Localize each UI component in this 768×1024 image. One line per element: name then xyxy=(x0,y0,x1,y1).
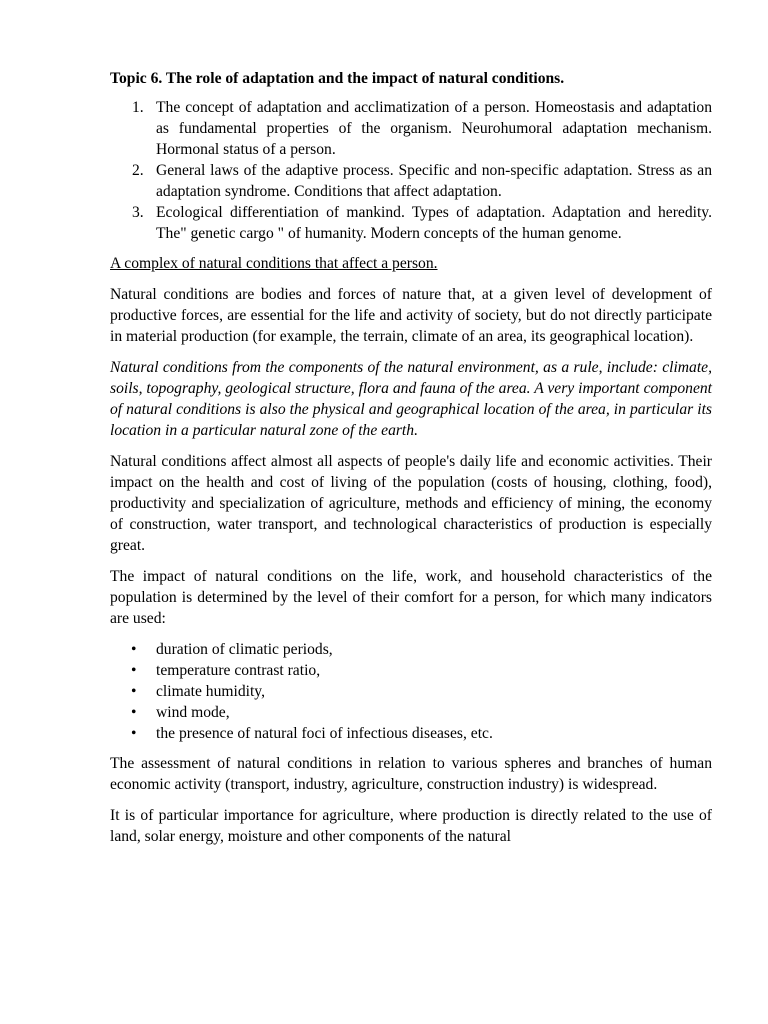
list-item xyxy=(110,160,712,202)
list-item xyxy=(110,702,712,723)
section-heading: A complex of natural conditions that affect a person. xyxy=(110,255,438,272)
paragraph-definition: Natural conditions are bodies and forces of nature that, at a given level of development of productive forces, are essential for the life and activity of society, but do not directly participate in material production (for example, the terrain, climate of an area, its geographical location). xyxy=(110,286,712,345)
bullet-icon: • xyxy=(131,704,137,721)
paragraph-agriculture: It is of particular importance for agriculture, where production is directly related to the use of land, solar energy, moisture and other components of the natural xyxy=(110,807,712,845)
list-item-text: Ecological differentiation of mankind. Types of adaptation. Adaptation and heredity. The" genetic cargo " of humanity. Modern concepts of the human genome. xyxy=(156,204,712,242)
list-item-text: General laws of the adaptive process. Specific and non-specific adaptation. Stress as an adaptation syndrome. Conditions that affect adaptation. xyxy=(156,162,712,200)
list-item xyxy=(110,681,712,702)
list-item-number: 1. xyxy=(132,99,144,116)
paragraph-components: Natural conditions from the components of the natural environment, as a rule, include: climate, soils, topography, geological structure, flora and fauna of the area. A very important component of natural conditions is also the physical and geographical location of the area, in particular its location in a particular natural zone of the earth. xyxy=(110,359,712,439)
paragraph-assessment: The assessment of natural conditions in relation to various spheres and branches of human economic activity (transport, industry, agriculture, construction industry) is widespread. xyxy=(110,755,712,793)
list-item xyxy=(110,97,712,160)
indicators-list xyxy=(110,639,712,744)
list-item-text: climate humidity, xyxy=(156,683,265,700)
list-item xyxy=(110,639,712,660)
list-item-text: the presence of natural foci of infectious diseases, etc. xyxy=(156,725,493,742)
list-item-text: temperature contrast ratio, xyxy=(156,662,321,679)
list-item-text: wind mode, xyxy=(156,704,230,721)
bullet-icon: • xyxy=(131,683,137,700)
list-item-number: 2. xyxy=(132,162,144,179)
list-item xyxy=(110,660,712,681)
bullet-icon: • xyxy=(131,662,137,679)
list-item-text: The concept of adaptation and acclimatization of a person. Homeostasis and adaptation as fundamental properties of the organism. Neurohumoral adaptation mechanism. Hormonal status of a person. xyxy=(156,99,712,158)
list-item-number: 3. xyxy=(132,204,144,221)
list-item-text: duration of climatic periods, xyxy=(156,641,333,658)
list-item xyxy=(110,202,712,244)
topic-questions-list xyxy=(110,97,712,244)
bullet-icon: • xyxy=(131,725,137,742)
bullet-icon: • xyxy=(131,641,137,658)
document-title: Topic 6. The role of adaptation and the impact of natural conditions. xyxy=(110,70,565,87)
paragraph-impact: Natural conditions affect almost all aspects of people's daily life and economic activities. Their impact on the health and cost of living of the population (costs of housing, clothing, food), productivity and specialization of agriculture, methods and efficiency of mining, the economy of construction, water transport, and technological characteristics of production is especially great. xyxy=(110,453,712,554)
paragraph-comfort-indicators: The impact of natural conditions on the life, work, and household characteristics of the population is determined by the level of their comfort for a person, for which many indicators are used: xyxy=(110,568,712,627)
document-page xyxy=(110,68,712,847)
list-item xyxy=(110,723,712,744)
